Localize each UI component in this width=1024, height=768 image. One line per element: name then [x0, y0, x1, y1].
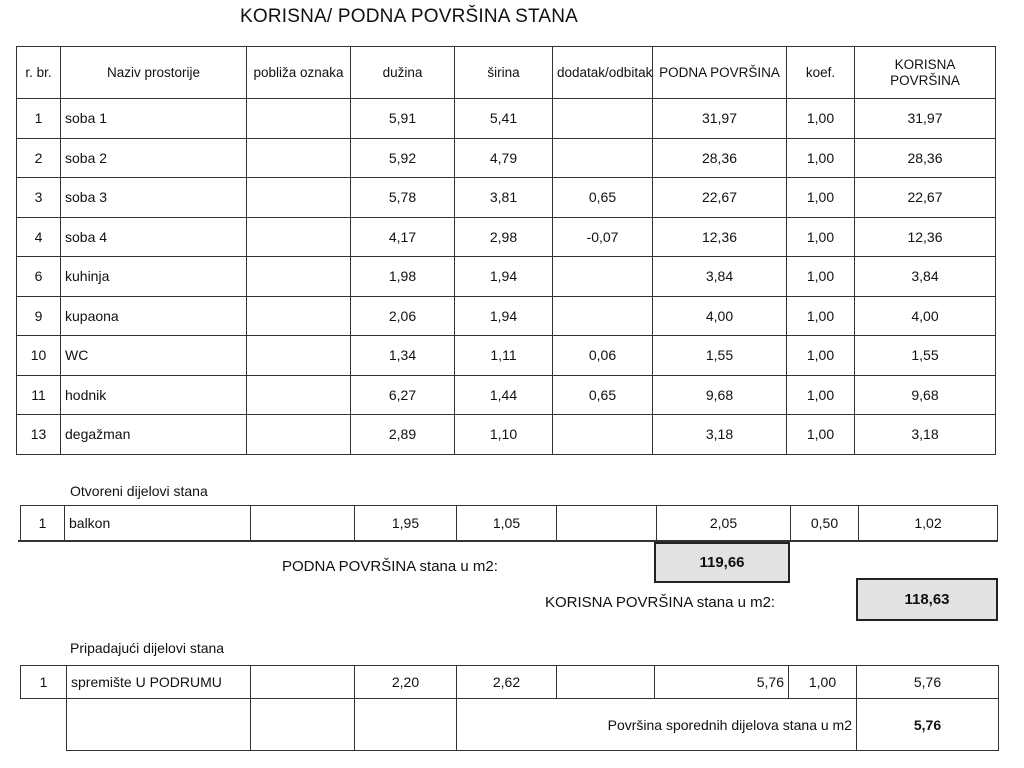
- cell-oznaka: [247, 375, 351, 415]
- cell-dodatak: 0,65: [553, 178, 653, 218]
- cell-duzina: 1,34: [351, 336, 455, 376]
- cell-oznaka: [247, 99, 351, 139]
- cell-oznaka: [251, 666, 355, 699]
- cell-naziv: WC: [61, 336, 247, 376]
- cell-sirina: 1,11: [455, 336, 553, 376]
- cell-rbr: 1: [21, 506, 65, 541]
- cell-naziv: kuhinja: [61, 257, 247, 297]
- cell-naziv: kupaona: [61, 296, 247, 336]
- header-korisna: KORISNA POVRŠINA: [855, 47, 996, 99]
- table-row: [17, 296, 996, 336]
- cell-podna: 3,84: [653, 257, 787, 297]
- cell-oznaka: [247, 217, 351, 257]
- cell-duzina: 6,27: [351, 375, 455, 415]
- cell-naziv: degažman: [61, 415, 247, 455]
- cell-duzina: 2,06: [351, 296, 455, 336]
- cell-dodatak: [557, 666, 655, 699]
- cell-sirina: 3,81: [455, 178, 553, 218]
- header-naziv: Naziv prostorije: [61, 47, 247, 99]
- cell-naziv: spremište U PODRUMU: [67, 666, 251, 699]
- cell-duzina: 1,95: [355, 506, 457, 541]
- cell-koef: 1,00: [787, 99, 855, 139]
- cell-rbr: 6: [17, 257, 61, 297]
- cell-rbr: 1: [21, 666, 67, 699]
- cell-dodatak: [553, 415, 653, 455]
- cell-koef: 1,00: [787, 178, 855, 218]
- divider: [18, 540, 998, 542]
- cell-koef: 1,00: [787, 415, 855, 455]
- otvoreni-label: Otvoreni dijelovi stana: [70, 483, 208, 499]
- cell-oznaka: [247, 296, 351, 336]
- cell-rbr: 9: [17, 296, 61, 336]
- cell-rbr: 1: [17, 99, 61, 139]
- cell-rbr: 4: [17, 217, 61, 257]
- table-row: [17, 138, 996, 178]
- cell-korisna: 12,36: [855, 217, 996, 257]
- cell-koef: 1,00: [787, 336, 855, 376]
- cell-duzina: 5,78: [351, 178, 455, 218]
- cell-podna: 9,68: [653, 375, 787, 415]
- cell-naziv: hodnik: [61, 375, 247, 415]
- cell-oznaka: [247, 257, 351, 297]
- auxiliary-total-value: 5,76: [857, 699, 999, 751]
- korisna-total-label: KORISNA POVRŠINA stana u m2:: [545, 594, 776, 611]
- korisna-total-value: 118,63: [856, 578, 998, 621]
- cell-korisna: 22,67: [855, 178, 996, 218]
- cell-korisna: 4,00: [855, 296, 996, 336]
- cell-podna: 2,05: [657, 506, 791, 541]
- cell-korisna: 3,84: [855, 257, 996, 297]
- cell-rbr: 13: [17, 415, 61, 455]
- pripadajuci-label: Pripadajući dijelovi stana: [70, 640, 225, 656]
- cell-podna: 3,18: [653, 415, 787, 455]
- table-row: [17, 375, 996, 415]
- cell-korisna: 31,97: [855, 99, 996, 139]
- auxiliary-total-row: [21, 699, 999, 751]
- cell-rbr: 10: [17, 336, 61, 376]
- cell-oznaka: [247, 336, 351, 376]
- cell-dodatak: [557, 506, 657, 541]
- cell-koef: 1,00: [789, 666, 857, 699]
- cell-duzina: 1,98: [351, 257, 455, 297]
- document-title: KORISNA/ PODNA POVRŠINA STANA: [240, 6, 579, 27]
- cell-dodatak: 0,06: [553, 336, 653, 376]
- rooms-table: [16, 46, 996, 455]
- cell-koef: 1,00: [787, 138, 855, 178]
- cell-sirina: 2,62: [457, 666, 557, 699]
- table-row: [17, 336, 996, 376]
- cell-sirina: 4,79: [455, 138, 553, 178]
- cell-dodatak: [553, 296, 653, 336]
- cell-podna: 28,36: [653, 138, 787, 178]
- cell-koef: 1,00: [787, 296, 855, 336]
- cell-sirina: 1,10: [455, 415, 553, 455]
- cell-naziv: balkon: [65, 506, 251, 541]
- cell-naziv: soba 2: [61, 138, 247, 178]
- table-row: [21, 666, 999, 699]
- cell-duzina: 5,92: [351, 138, 455, 178]
- auxiliary-parts-table: [20, 665, 999, 751]
- cell-sirina: 5,41: [455, 99, 553, 139]
- cell-oznaka: [251, 506, 355, 541]
- header-koef: koef.: [787, 47, 855, 99]
- cell-korisna: 9,68: [855, 375, 996, 415]
- cell-naziv: soba 1: [61, 99, 247, 139]
- cell-korisna: 1,55: [855, 336, 996, 376]
- cell-sirina: 1,94: [455, 296, 553, 336]
- cell-podna: 31,97: [653, 99, 787, 139]
- cell-koef: 1,00: [787, 375, 855, 415]
- cell-podna: 4,00: [653, 296, 787, 336]
- cell-oznaka: [247, 178, 351, 218]
- cell-dodatak: [553, 257, 653, 297]
- cell-rbr: 3: [17, 178, 61, 218]
- podna-total-label: PODNA POVRŠINA stana u m2:: [282, 558, 498, 575]
- cell-dodatak: [553, 138, 653, 178]
- cell-sirina: 1,94: [455, 257, 553, 297]
- table-row: [21, 506, 998, 541]
- cell-duzina: 5,91: [351, 99, 455, 139]
- cell-naziv: soba 3: [61, 178, 247, 218]
- cell-rbr: 11: [17, 375, 61, 415]
- cell-sirina: 1,44: [455, 375, 553, 415]
- header-sirina: širina: [455, 47, 553, 99]
- cell-korisna: 5,76: [857, 666, 999, 699]
- cell-dodatak: [553, 99, 653, 139]
- cell-duzina: 4,17: [351, 217, 455, 257]
- cell-duzina: 2,20: [355, 666, 457, 699]
- cell-oznaka: [247, 415, 351, 455]
- header-dodatak: dodatak/odbitak: [553, 47, 653, 99]
- header-duzina: dužina: [351, 47, 455, 99]
- cell-korisna: 1,02: [859, 506, 998, 541]
- table-header-row: [17, 47, 996, 99]
- header-podna: PODNA POVRŠINA: [653, 47, 787, 99]
- table-row: [17, 257, 996, 297]
- cell-podna: 5,76: [655, 666, 789, 699]
- cell-podna: 12,36: [653, 217, 787, 257]
- table-row: [17, 415, 996, 455]
- auxiliary-total-label: Površina sporednih dijelova stana u m2: [457, 699, 857, 751]
- cell-podna: 1,55: [653, 336, 787, 376]
- cell-koef: 0,50: [791, 506, 859, 541]
- cell-koef: 1,00: [787, 257, 855, 297]
- cell-duzina: 2,89: [351, 415, 455, 455]
- cell-rbr: 2: [17, 138, 61, 178]
- header-rbr: r. br.: [17, 47, 61, 99]
- cell-korisna: 3,18: [855, 415, 996, 455]
- table-row: [17, 217, 996, 257]
- cell-podna: 22,67: [653, 178, 787, 218]
- cell-sirina: 2,98: [455, 217, 553, 257]
- cell-koef: 1,00: [787, 217, 855, 257]
- cell-korisna: 28,36: [855, 138, 996, 178]
- cell-dodatak: 0,65: [553, 375, 653, 415]
- table-row: [17, 99, 996, 139]
- open-parts-table: [20, 505, 998, 541]
- cell-oznaka: [247, 138, 351, 178]
- podna-total-value: 119,66: [654, 542, 790, 583]
- table-row: [17, 178, 996, 218]
- cell-naziv: soba 4: [61, 217, 247, 257]
- header-oznaka: pobliža oznaka: [247, 47, 351, 99]
- cell-dodatak: -0,07: [553, 217, 653, 257]
- cell-sirina: 1,05: [457, 506, 557, 541]
